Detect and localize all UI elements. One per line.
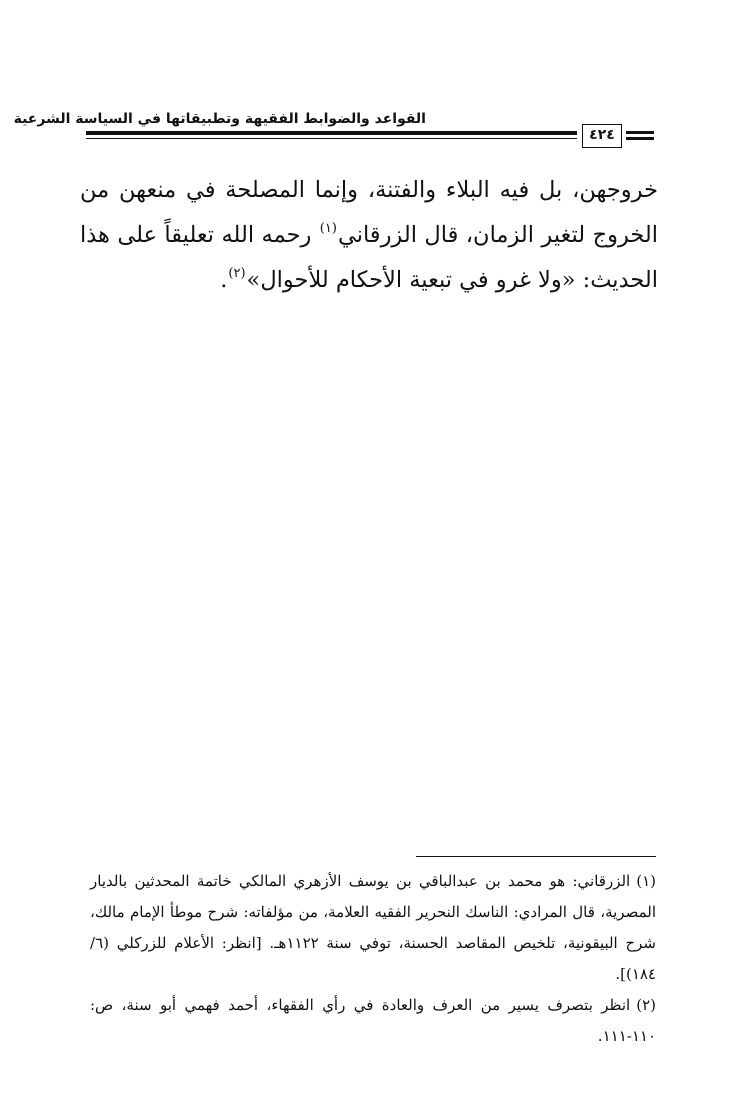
footnote-ref-2[interactable]: (٢) <box>228 266 246 281</box>
body-text: رحمه الله تعليقاً على هذا الحديث: «ولا غرو في تبعية الأحكام للأحوال» <box>80 222 658 293</box>
page-number-mark <box>626 131 654 134</box>
footnote-separator <box>416 856 656 857</box>
header-rule-thin <box>86 138 577 139</box>
page-number: ٤٢٤ <box>582 124 622 148</box>
footnote-2 <box>90 990 656 1052</box>
footnote-ref-1[interactable]: (١) <box>319 221 337 236</box>
footnote-text: الزرقاني: هو محمد بن عبدالباقي بن يوسف الأزهري المالكي خاتمة المحدثين بالديار المصرية، قال المرادي: الناسك النحرير الفقيه العلامة، من مؤلفاته: شرح موطأ الإمام مالك، شرح البيقونية، تلخيص المقاصد الحسنة، توفي سنة ١١٢٢هـ. [انظر: الأعلام للزركلي (٦/ ١٨٤)]. <box>90 872 657 983</box>
footnote-number: (٢) <box>636 996 656 1014</box>
page-number-mark <box>626 137 654 140</box>
footnote-number: (١) <box>636 872 656 890</box>
body-paragraph <box>80 168 658 303</box>
body-text: . <box>220 267 228 293</box>
running-title: القواعد والضوابط الفقيهة وتطبيقاتها في السياسة الشرعية <box>13 111 426 127</box>
header-rule <box>86 131 577 135</box>
footnote-1 <box>90 866 656 990</box>
body-text: خروجهن، بل فيه البلاء والفتنة، وإنما المصلحة في منعهن من الخروج لتغير الزمان، قال الزرقاني <box>80 177 659 248</box>
footnote-text: انظر بتصرف يسير من العرف والعادة في رأي الفقهاء، أحمد فهمي أبو سنة، ص: ١١٠-١١١. <box>90 996 656 1045</box>
footnotes <box>90 866 656 1052</box>
